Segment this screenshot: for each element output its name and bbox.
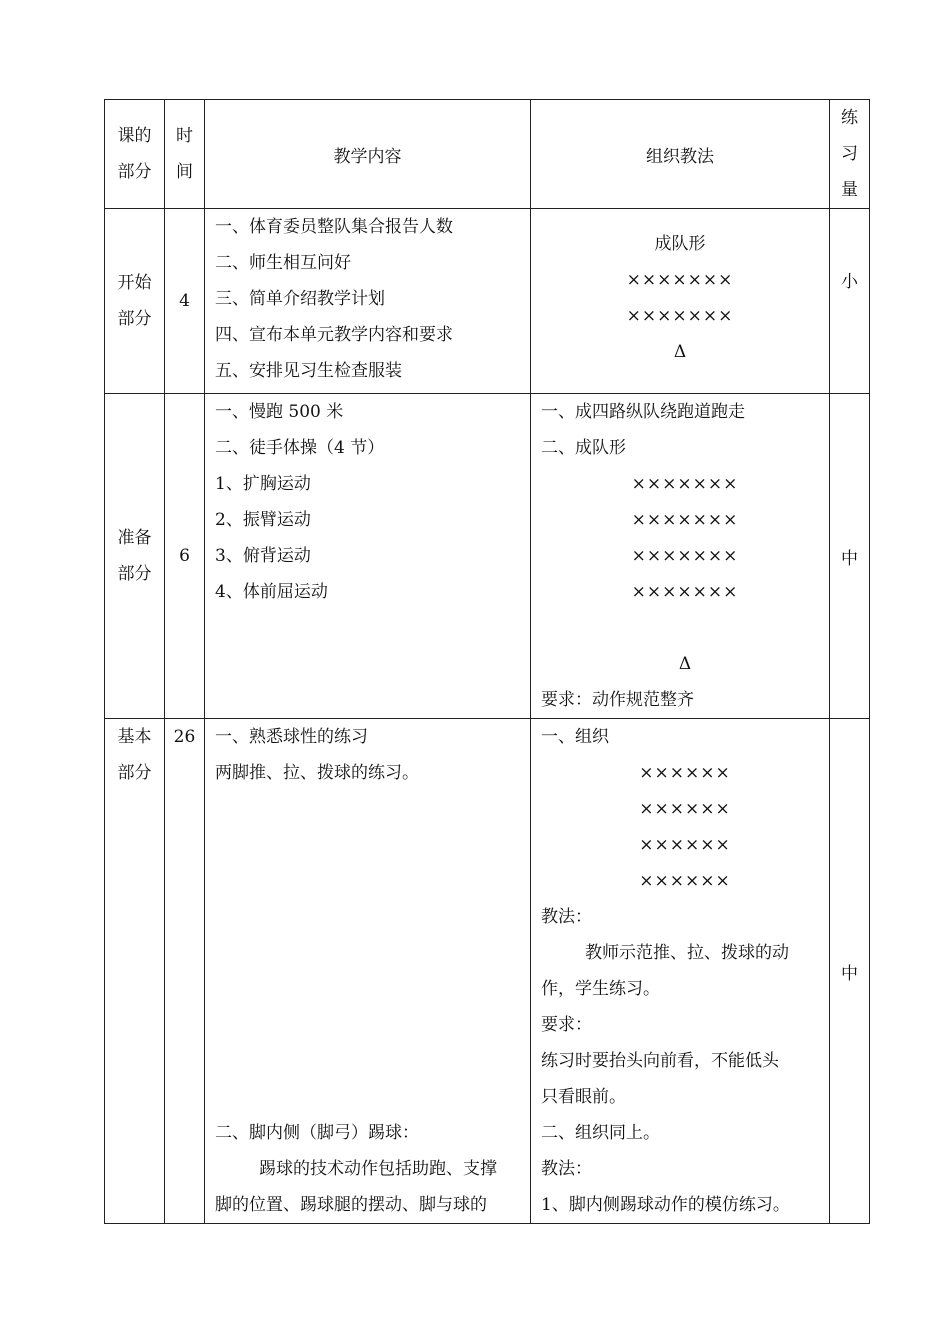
formation-row: ×××××× <box>639 763 731 783</box>
row-prepare-content <box>205 394 531 719</box>
formation-row: ×××××× <box>639 835 731 855</box>
content-line: 二、师生相互问好 <box>215 253 351 273</box>
method-line: 1、脚内侧踢球动作的模仿练习。 <box>541 1195 790 1215</box>
row-basic <box>105 719 870 1224</box>
content-line: 四、宣布本单元教学内容和要求 <box>215 325 453 345</box>
header-load-line: 习 <box>841 144 858 164</box>
content-line: 一、熟悉球性的练习 <box>215 727 368 747</box>
method-line: 作，学生练习。 <box>541 979 660 999</box>
row-basic-method <box>531 719 830 1224</box>
content-line: 两脚推、拉、拨球的练习。 <box>215 763 419 783</box>
formation-row: ××××××× <box>631 582 739 602</box>
content-line: 4、体前屈运动 <box>215 582 328 602</box>
header-load-line: 量 <box>841 180 858 200</box>
method-line: 二、成队形 <box>541 438 626 458</box>
row-basic-part <box>105 719 165 1224</box>
content-line: 3、俯背运动 <box>215 546 311 566</box>
teacher-mark: Δ <box>673 342 687 362</box>
lesson-plan-table <box>104 99 870 1224</box>
method-line: 教法： <box>541 1159 592 1179</box>
part-label-line: 准备 <box>117 528 152 548</box>
row-start-part <box>105 209 165 394</box>
content-line: 一、慢跑 500 米 <box>215 402 344 422</box>
method-line: 要求： <box>541 1015 592 1035</box>
method-line: 一、组织 <box>541 727 609 747</box>
spacer <box>541 610 829 646</box>
formation-row: ××××××× <box>631 474 739 494</box>
method-line: 教法： <box>541 907 592 927</box>
header-time-line: 间 <box>176 162 193 182</box>
header-part-line: 部分 <box>117 162 152 182</box>
row-prepare-load: 中 <box>830 394 870 719</box>
row-prepare-part <box>105 394 165 719</box>
formation-row: ××××××× <box>631 546 739 566</box>
formation-row: ××××××× <box>626 270 734 290</box>
method-line: 成队形 <box>654 234 706 254</box>
formation-row: ××××××× <box>631 510 739 530</box>
header-time <box>165 100 205 209</box>
method-line: 二、组织同上。 <box>541 1123 660 1143</box>
part-label-line: 基本 <box>117 727 152 747</box>
method-line: 练习时要抬头向前看，不能低头 <box>541 1051 779 1071</box>
content-line: 2、振臂运动 <box>215 510 311 530</box>
row-prepare-time: 6 <box>165 394 205 719</box>
part-label-line: 部分 <box>117 564 152 584</box>
content-line: 三、简单介绍教学计划 <box>215 289 385 309</box>
row-start-load: 小 <box>830 209 870 394</box>
content-line: 1、扩胸运动 <box>215 474 311 494</box>
content-line: 五、安排见习生检查服装 <box>215 361 402 381</box>
part-label-line: 部分 <box>117 763 152 783</box>
row-start <box>105 209 870 394</box>
method-line: 教师示范推、拉、拨球的动 <box>585 943 789 963</box>
row-start-method <box>531 209 830 394</box>
content-line: 一、体育委员整队集合报告人数 <box>215 217 453 237</box>
header-row <box>105 100 870 209</box>
content-line: 二、脚内侧（脚弓）踢球： <box>215 1123 419 1143</box>
part-label-line: 部分 <box>117 309 152 329</box>
row-basic-time: 26 <box>165 719 205 1224</box>
header-load <box>830 100 870 209</box>
formation-row: ××××××× <box>626 306 734 326</box>
method-line: 一、成四路纵队绕跑道跑走 <box>541 402 745 422</box>
row-prepare-method <box>531 394 830 719</box>
row-basic-load: 中 <box>830 719 870 1224</box>
content-line: 二、徒手体操（4 节） <box>215 438 385 458</box>
spacer <box>215 791 530 1115</box>
teacher-mark: Δ <box>678 654 692 674</box>
row-basic-content <box>205 719 531 1224</box>
header-content: 教学内容 <box>205 100 531 209</box>
row-prepare <box>105 394 870 719</box>
method-line: 只看眼前。 <box>541 1087 626 1107</box>
header-method: 组织教法 <box>531 100 830 209</box>
content-line: 脚的位置、踢球腿的摆动、脚与球的 <box>215 1195 487 1215</box>
header-part-line: 课的 <box>117 126 152 146</box>
part-label-line: 开始 <box>117 273 152 293</box>
method-requirement: 要求：动作规范整齐 <box>541 690 694 710</box>
row-start-content <box>205 209 531 394</box>
header-part <box>105 100 165 209</box>
header-load-line: 练 <box>841 108 858 128</box>
content-line: 踢球的技术动作包括助跑、支撑 <box>259 1159 497 1179</box>
formation-row: ×××××× <box>639 871 731 891</box>
formation-row: ×××××× <box>639 799 731 819</box>
header-time-line: 时 <box>176 126 193 146</box>
row-start-time: 4 <box>165 209 205 394</box>
